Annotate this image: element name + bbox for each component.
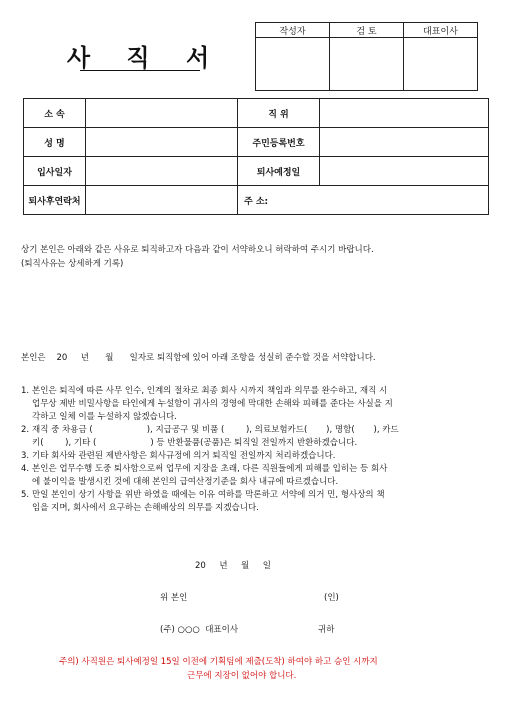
clause-number: 4. (21, 464, 30, 474)
clause-line (21, 398, 483, 411)
clause-line (21, 463, 483, 476)
clause-number: 3. (21, 451, 30, 461)
address-label: 주 소: (244, 196, 269, 207)
recipient-company: (주) ○○○ 대표이사 (160, 625, 239, 635)
contact-field[interactable] (86, 186, 238, 215)
approval-header-ceo: 대표이사 (404, 23, 478, 38)
document-title: 사 직 서 (66, 44, 224, 72)
join-date-field[interactable] (86, 157, 238, 186)
clause-text: 에 불이익을 발생시킨 것에 대해 본인의 급여산정기준을 회사 내규에 따르겠습니다. (32, 477, 339, 487)
approval-header-review: 검 토 (330, 23, 404, 38)
clause-text: 만일 본인이 상기 사항을 위반 하였을 때에는 이유 여하를 막론하고 서약에 의거 민, 형사상의 책 (32, 490, 385, 500)
clause-line (21, 437, 483, 450)
position-label: 직 위 (238, 99, 320, 128)
pledge-statement: 본인은 20 년 월 일자로 퇴직함에 있어 아래 조항을 성실히 준수할 것을 서약합니다. (21, 353, 376, 363)
clause-number: 5. (21, 490, 30, 500)
approval-sign-writer[interactable] (256, 38, 330, 91)
name-field[interactable] (86, 128, 238, 157)
intro-line-1: 상기 본인은 아래와 같은 사유로 퇴직하고자 다음과 같이 서약하오니 허락하여 주시기 바랍니다. (21, 245, 374, 255)
position-field[interactable] (320, 99, 489, 128)
affiliation-label: 소 속 (24, 99, 86, 128)
seal-mark: (인) (324, 593, 339, 603)
clause-line (21, 489, 483, 502)
clause-number: 1. (21, 386, 30, 396)
approval-table (255, 22, 478, 91)
name-label: 성 명 (24, 128, 86, 157)
clause-text: 기타 회사와 관련된 제반사항은 회사규정에 의거 퇴직일 전일까지 처리하겠습니다. (32, 451, 336, 461)
join-date-label: 입사일자 (24, 157, 86, 186)
employee-info-table (23, 98, 489, 215)
clause-number: 2. (21, 425, 30, 435)
approval-sign-review[interactable] (330, 38, 404, 91)
notice-line-2: 근무에 지장이 없어야 합니다. (187, 671, 297, 681)
contact-label: 퇴사후연락처 (24, 186, 86, 215)
approval-header-writer: 작성자 (256, 23, 330, 38)
affiliation-field[interactable] (86, 99, 238, 128)
recipient-honorific: 귀하 (318, 625, 335, 635)
clause-text: 본인은 퇴직에 따른 사무 인수, 인계의 절차로 최종 회사 시까지 책임과 의무를 완수하고, 재직 시 (32, 386, 388, 396)
clause-text: 본인은 업무수행 도중 퇴사함으로써 업무에 지장을 초래, 다른 직원들에게 피해를 입히는 등 회사 (32, 464, 388, 474)
clause-text: 재직 중 차용금 ( ), 지급공구 및 비품 ( ), 의료보험카드( ), 명함( ), 카드 (32, 425, 399, 435)
clause-line (21, 476, 483, 489)
notice-line-1: 주의) 사직원은 퇴사예정일 15일 이전에 기획팀에 제출(도착) 하여야 하고 승인 시까지 (59, 657, 378, 667)
reason-area[interactable] (21, 275, 481, 345)
clause-list (21, 385, 483, 515)
resident-no-label: 주민등록번호 (238, 128, 320, 157)
approval-sign-ceo[interactable] (404, 38, 478, 91)
signer-label: 위 본인 (160, 593, 188, 603)
resign-date-label: 퇴사예정일 (238, 157, 320, 186)
resident-no-field[interactable] (320, 128, 489, 157)
clause-text: 키( ), 기타 ( ) 등 반환물품(공품)은 퇴직일 전일까지 반환하겠습니다. (32, 438, 358, 448)
clause-line (21, 450, 483, 463)
clause-text: 각하고 일체 이를 누설하지 않겠습니다. (32, 412, 177, 422)
intro-line-2: (퇴직사유는 상세하게 기록) (21, 259, 124, 269)
clause-text: 임을 지며, 회사에서 요구하는 손해배상의 의무를 지겠습니다. (32, 503, 259, 513)
signature-date: 20 년 월 일 (195, 561, 271, 571)
title-underline (80, 70, 200, 71)
clause-line (21, 424, 483, 437)
clause-line (21, 385, 483, 398)
clause-line (21, 502, 483, 515)
clause-line (21, 411, 483, 424)
address-field[interactable] (238, 186, 489, 215)
clause-text: 업무상 제반 비밀사항을 타인에게 누설함이 귀사의 경영에 막대한 손해와 피해를 준다는 사실을 지 (32, 399, 393, 409)
resign-date-field[interactable] (320, 157, 489, 186)
